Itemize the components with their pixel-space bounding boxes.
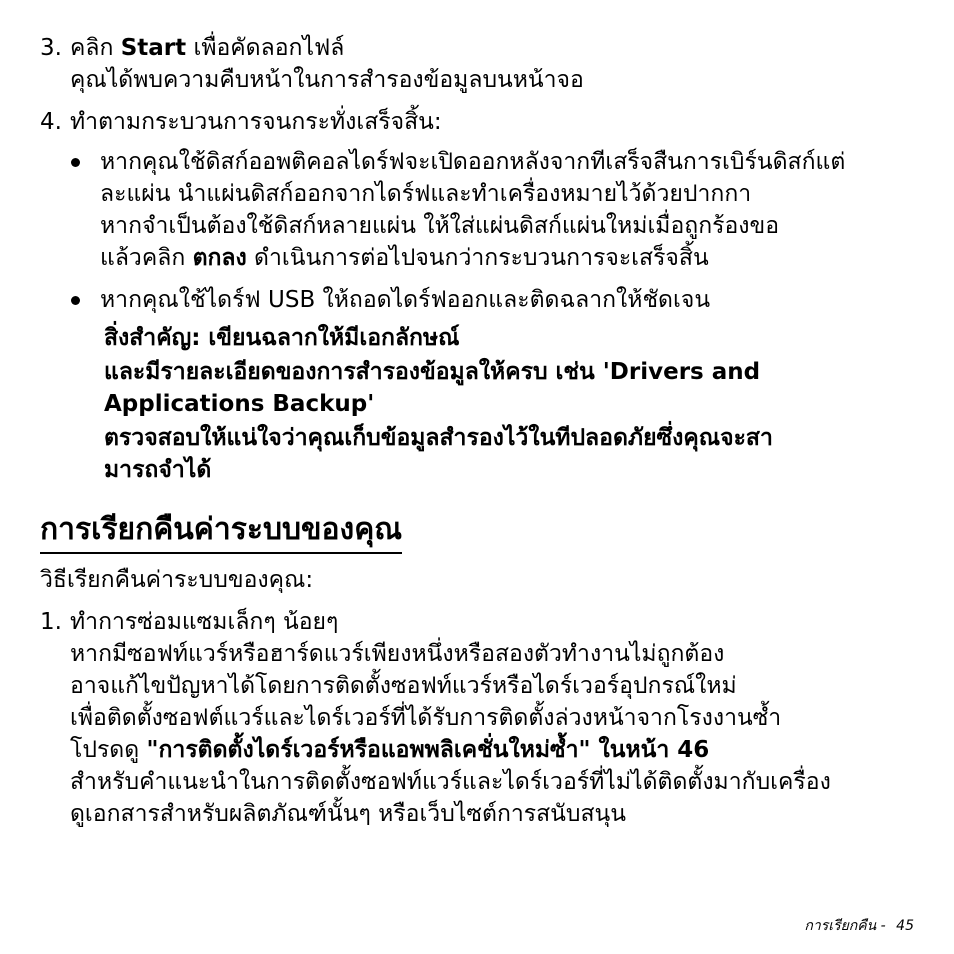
step-1-title: ทำการซ่อมแซมเล็กๆ น้อยๆ [70,609,339,635]
section-intro: วิธีเรียกคืนค่าระบบของคุณ: [40,567,314,593]
bullet-1-line-2: ละแผ่น นำแผ่นดิสก์ออกจากไดร์ฟและทำเครื่องหมายไว้ด้วยปากกา [100,181,752,207]
step-1-line-1: หากมีซอฟท์แวร์หรือฮาร์ดแวร์เพียงหนึ่งหรือสองตัวทำงานไม่ถูกต้อง [70,641,725,667]
reinstall-reference: "การติดตั้งไดร์เวอร์หรือแอพพลิเคชั่นใหม่ซ้ำ" ในหน้า 46 [146,737,710,763]
bullet-1-line-1: หากคุณใช้ดิสก์ออพติคอลไดร์ฟจะเปิดออกหลังจากทีเสร็จสืนการเบิร์นดิสก์แต่ [100,149,846,175]
step-1-line-4 [70,734,709,766]
step-3-number: 3. [40,35,62,61]
step-4-number: 4. [40,109,62,135]
step-1-line-6: ดูเอกสารสำหรับผลิตภัณฑ์นั้นๆ หรือเว็บไซต์การสนับสนุน [70,801,626,827]
page-footer [804,916,914,936]
ok-label: ตกลง [192,245,247,271]
step-3-start-label: Start [120,35,187,61]
bullet-1-marker [71,158,80,167]
important-line-4: ตรวจสอบให้แน่ใจว่าคุณเก็บข้อมูลสำรองไว้ในทีปลอดภัยซึ่งคุณจะสา [104,425,773,451]
page-number: 45 [896,918,914,934]
bullet-1-line-3: หากจำเป็นต้องใช้ดิสก์หลายแผ่น ให้ใส่แผ่นดิสก์แผ่นใหม่เมื่อถูกร้องขอ [100,213,780,239]
step-4 [40,106,442,138]
bullet-1-line-4-post: ดำเนินการต่อไปจนกว่ากระบวนการจะเสร็จสิ้น [246,245,709,271]
important-line-3: Applications Backup' [104,391,375,417]
important-line-2: และมีรายละเอียดของการสำรองข้อมูลให้ครบ เช่น 'Drivers and [104,359,761,385]
bullet-1-line-4-pre: แล้วคลิก [100,245,193,271]
step-4-text: ทำตามกระบวนการจนกระทั่งเสร็จสิ้น: [70,109,442,135]
step-1 [40,606,338,638]
important-line-1: สิ่งสำคัญ: เขียนฉลากให้มีเอกลักษณ์ [104,325,460,351]
step-1-line-3: เพื่อติดตั้งซอฟต์แวร์และไดร์เวอร์ที่ได้รับการติดตั้งล่วงหน้าจากโรงงานซ้ำ [70,705,782,731]
step-1-line-4-pre: โปรดดู [70,737,147,763]
footer-section-name: การเรียกคืน [804,918,877,934]
step-3-text-post: เพื่อคัดลอกไฟล์ [186,35,345,61]
step-3 [40,32,344,64]
bullet-2-text: หากคุณใช้ไดร์ฟ USB ให้ถอดไดร์ฟออกและติดฉลากให้ชัดเจน [100,287,711,313]
section-heading: การเรียกคืนค่าระบบของคุณ [40,508,402,554]
bullet-1-line-4 [100,242,709,274]
bullet-2-marker [71,296,80,305]
step-1-line-5: สำหรับคำแนะนำในการติดตั้งซอฟท์แวร์และไดร์เวอร์ที่ไม่ได้ติดตั้งมากับเครื่อง [70,769,831,795]
important-line-5: มารถจำได้ [104,457,212,483]
step-1-line-2: อาจแก้ไขปัญหาได้โดยการติดตั้งซอฟท์แวร์หรือไดร์เวอร์อุปกรณ์ใหม่ [70,673,737,699]
step-3-text-pre: คลิก [70,35,121,61]
footer-separator: - [880,918,886,934]
step-1-number: 1. [40,609,62,635]
step-3-subtext: คุณได้พบความคืบหน้าในการสำรองข้อมูลบนหน้าจอ [70,67,584,93]
